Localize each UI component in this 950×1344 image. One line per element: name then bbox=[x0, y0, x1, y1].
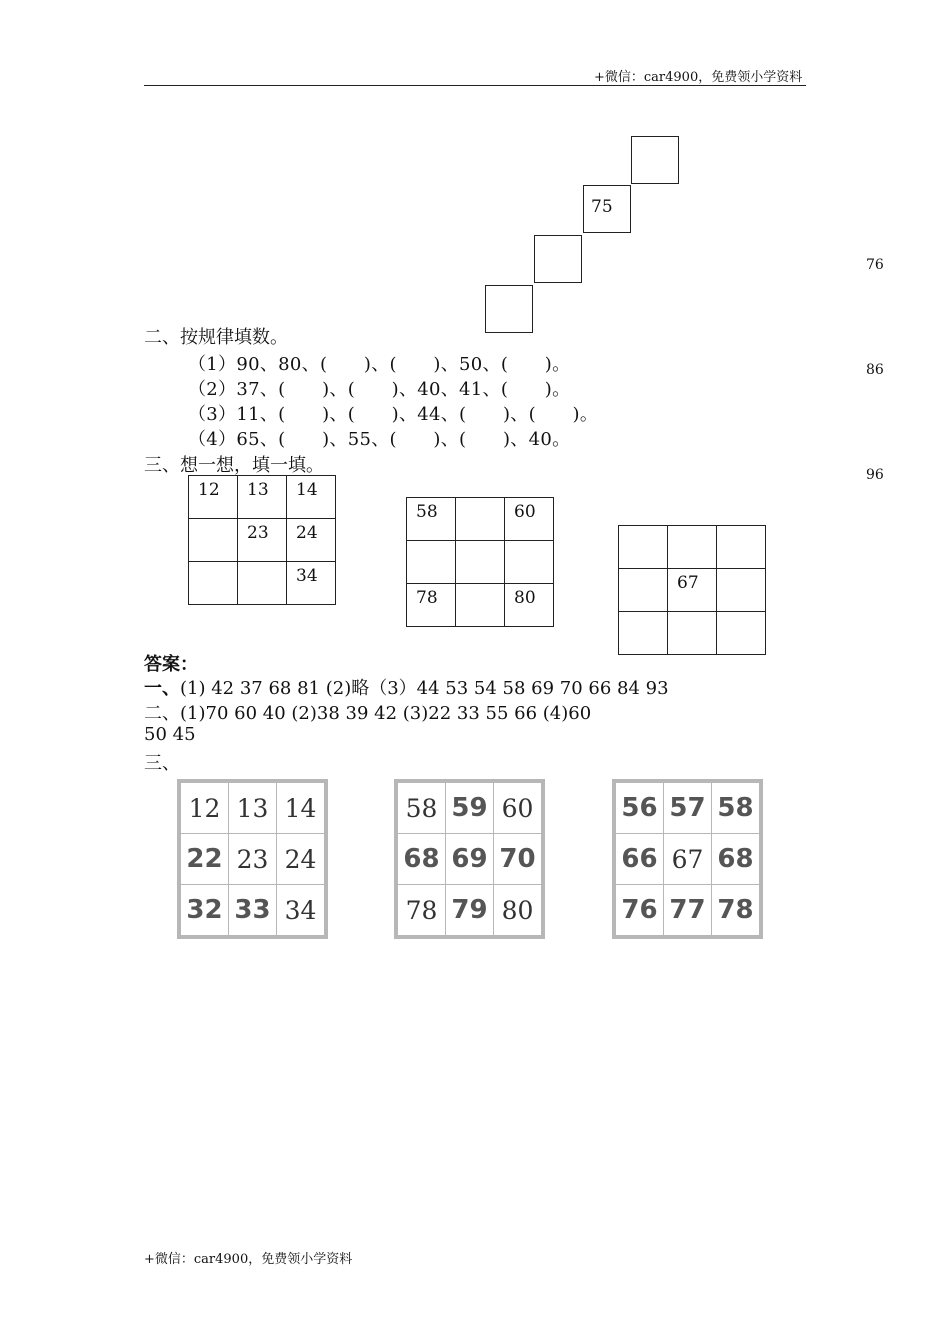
stair-cell bbox=[534, 235, 582, 283]
answer-line-3: 三、 bbox=[144, 753, 180, 774]
answer-cell: 34 bbox=[277, 885, 325, 936]
grid-cell bbox=[505, 541, 554, 584]
answer-cell: 80 bbox=[494, 885, 542, 936]
answer-cell: 23 bbox=[229, 834, 277, 885]
section2-item: （3）11、( )、( )、44、( )、( )。 bbox=[188, 404, 599, 425]
grid-cell bbox=[619, 569, 668, 612]
answer-cell: 56 bbox=[616, 783, 664, 834]
answer-cell: 66 bbox=[616, 834, 664, 885]
answer-cell: 68 bbox=[712, 834, 760, 885]
section2-item: （1）90、80、( )、( )、50、( )。 bbox=[188, 354, 571, 375]
grid-cell bbox=[456, 584, 505, 627]
section2-item: （2）37、( )、( )、40、41、( )。 bbox=[188, 379, 571, 400]
stair-cell bbox=[485, 285, 533, 333]
answer-cell: 76 bbox=[616, 885, 664, 936]
answer-cell: 12 bbox=[181, 783, 229, 834]
answer-cell: 14 bbox=[277, 783, 325, 834]
footer-text: +微信：car4900，免费领小学资料 bbox=[144, 1252, 353, 1267]
section2-title: 二、按规律填数。 bbox=[144, 327, 288, 348]
answer-grid-1 bbox=[177, 779, 328, 939]
answer-cell: 13 bbox=[229, 783, 277, 834]
answer-cell: 77 bbox=[664, 885, 712, 936]
answer-cell: 22 bbox=[181, 834, 229, 885]
answer-cell: 24 bbox=[277, 834, 325, 885]
grid-cell bbox=[717, 569, 766, 612]
answer-line-1 bbox=[144, 674, 669, 700]
answer-cell: 57 bbox=[664, 783, 712, 834]
section3-title: 三、想一想，填一填。 bbox=[144, 455, 324, 476]
grid-cell bbox=[238, 562, 287, 605]
side-number: 96 bbox=[866, 467, 884, 483]
answer-grid-3 bbox=[612, 779, 763, 939]
stair-cell bbox=[631, 136, 679, 184]
grid-cell bbox=[189, 519, 238, 562]
header-text: +微信：car4900，免费领小学资料 bbox=[594, 70, 803, 85]
answer-line-1-text: (1) 42 37 68 81 (2)略（3）44 53 54 58 69 70 66 84 93 bbox=[180, 678, 669, 699]
side-number: 76 bbox=[866, 257, 884, 273]
grid-cell: 78 bbox=[407, 584, 456, 627]
grid-cell: 60 bbox=[505, 498, 554, 541]
answer-cell: 78 bbox=[712, 885, 760, 936]
answer-cell: 69 bbox=[446, 834, 494, 885]
grid-cell bbox=[407, 541, 456, 584]
grid-cell: 14 bbox=[287, 476, 336, 519]
grid-cell: 12 bbox=[189, 476, 238, 519]
grid-cell bbox=[619, 526, 668, 569]
section2-item: （4）65、( )、55、( )、( )、40。 bbox=[188, 429, 571, 450]
exercise-grid-3 bbox=[618, 525, 766, 655]
grid-cell bbox=[668, 612, 717, 655]
grid-cell: 13 bbox=[238, 476, 287, 519]
answer-cell: 58 bbox=[712, 783, 760, 834]
grid-cell bbox=[189, 562, 238, 605]
stair-cell-value: 75 bbox=[591, 197, 613, 217]
answer-line-2: 二、(1)70 60 40 (2)38 39 42 (3)22 33 55 66 (4)60 bbox=[144, 703, 592, 724]
answer-cell: 33 bbox=[229, 885, 277, 936]
header-divider bbox=[144, 85, 806, 86]
answer-cell: 70 bbox=[494, 834, 542, 885]
answer-line-1-prefix: 一、 bbox=[144, 678, 180, 699]
grid-cell bbox=[668, 526, 717, 569]
exercise-grid-1 bbox=[188, 475, 336, 605]
answer-cell: 68 bbox=[398, 834, 446, 885]
answer-cell: 67 bbox=[664, 834, 712, 885]
grid-cell bbox=[717, 612, 766, 655]
answer-cell: 32 bbox=[181, 885, 229, 936]
answer-grid-2 bbox=[394, 779, 545, 939]
grid-cell bbox=[619, 612, 668, 655]
grid-cell bbox=[456, 541, 505, 584]
stair-cell bbox=[583, 185, 631, 233]
answer-cell: 59 bbox=[446, 783, 494, 834]
grid-cell: 80 bbox=[505, 584, 554, 627]
grid-cell: 23 bbox=[238, 519, 287, 562]
grid-cell: 58 bbox=[407, 498, 456, 541]
answer-cell: 78 bbox=[398, 885, 446, 936]
side-number: 86 bbox=[866, 362, 884, 378]
answer-cell: 58 bbox=[398, 783, 446, 834]
answer-cell: 60 bbox=[494, 783, 542, 834]
grid-cell bbox=[456, 498, 505, 541]
grid-cell: 67 bbox=[668, 569, 717, 612]
answer-line-2-cont: 50 45 bbox=[144, 724, 196, 745]
answer-cell: 79 bbox=[446, 885, 494, 936]
grid-cell: 24 bbox=[287, 519, 336, 562]
answers-title: 答案： bbox=[144, 654, 198, 675]
grid-cell bbox=[717, 526, 766, 569]
exercise-grid-2 bbox=[406, 497, 554, 627]
grid-cell: 34 bbox=[287, 562, 336, 605]
